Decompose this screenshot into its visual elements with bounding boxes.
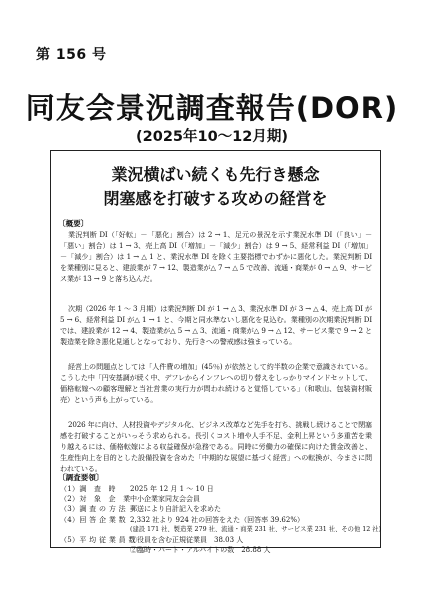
survey-value: ①役員を含む正規従業員 38.03 人 <box>130 536 244 545</box>
report-title: 同友会景況調査報告(DOR) <box>25 91 399 125</box>
issue-number: 第 156 号 <box>36 47 107 63</box>
survey-key: （1）調 査 時 <box>60 485 116 493</box>
survey-row <box>60 535 376 545</box>
paragraph-1: 業況判断 DI（「好転」－「悪化」割合）は 2 → 1、足元の景況を示す業況水準 DI（「良い」－「悪い」割合）は 1 → 3、売上高 DI（「増加」－「減少」割合）は 9 → 5、経常利益 DI（「増加」－「減少」割合）は 1 → △ 1 と、業況水準 DI を除く主要指標でわずかに悪化した。業況判断 DI を業種別に見ると、建設業が 7 → 12、製造業が△ 7 → △ 5 で改善、流通・商業が 0 → △ 9、サービス業が 13 → 9 と落ち込んだ。 <box>60 230 372 283</box>
headline-line-1: 業況横ばい続くも先行き懸念 <box>111 165 320 184</box>
survey-value: 2025 年 12 月 1 ～ 10 日 <box>130 485 214 493</box>
survey-row <box>60 494 376 504</box>
survey-value: 郵送により自計記入を求めた <box>130 505 221 514</box>
report-period: (2025年10～12月期) <box>136 129 288 145</box>
paragraph-2: 次期（2026 年 1 ～ 3 月期）は業況判断 DI が 1 → △ 3、業況水準 DI が 3 → △ 4、売上高 DI が 5 → 6、経常利益 DI が△ 1 → 1 と、今期と同水準ないし悪化を見込む。業種別の次期業況判断 DI では、建設業が 12 → 4、製造業が△ 5 → △ 3、流通・商業が△ 9 → △ 12、サービス業で 9 → 2 と製造業を除き悪化見通しとなっており、先行きへの警戒感は強まっている。 <box>60 304 372 346</box>
paragraph-4: 2026 年に向け、人材投資やデジタル化、ビジネス改革など先手を打ち、挑戦し続けることで閉塞感を打破することがいっそう求められる。長引くコスト増や人手不足、金利上昇という多重苦を乗り越えるには、価格転嫁による収益確保が急務である。同時に労働力の確保に向けた賃金改善と、生産性向上を目的とした設備投資を含めた「中期的な展望に基づく経営」への転換が、今まさに問われている。 <box>60 420 372 473</box>
survey-key: （2）対 象 企 業 <box>60 495 131 504</box>
survey-key: （5）平 均 従 業 員 数 <box>60 536 136 545</box>
survey-key: （4）回 答 企 業 数 <box>60 515 126 524</box>
survey-label: 〔調査要領〕 <box>58 473 104 482</box>
survey-row <box>60 484 376 494</box>
summary-box <box>50 150 382 555</box>
survey-key: （3）調 査 の 方 法 <box>60 505 126 514</box>
survey-row <box>60 504 376 514</box>
survey-row <box>60 515 376 525</box>
paragraph-3: 経営上の問題点としては「人件費の増加」(45％) が依然として約半数の企業で意識されている。こうした中「円安基調が続く中、デフレからインフレへの切り替えをしっかりマインドセットして、価格転嫁への顧客理解と当社営業の実行力が問われ続けると覚悟している」（和歌山、包装資材販売）という声も上がっている。 <box>60 362 372 404</box>
survey-breakdown: (建設 171 社、製造業 279 社、流通・商業 231 社、サービス業 231 社、その他 12 社) <box>130 525 382 533</box>
survey-value: 2,332 社より 924 社の回答をえた（回答率 39.62%） <box>130 515 304 524</box>
overview-label: 〔概要〕 <box>58 219 89 228</box>
survey-extra: ②臨時・パート・アルバイトの数 28.88 人 <box>130 546 271 555</box>
survey-details <box>60 484 382 555</box>
headline-line-2: 閉塞感を打破する攻めの経営を <box>103 189 328 208</box>
survey-value: 中小企業家同友会会員 <box>130 495 200 504</box>
